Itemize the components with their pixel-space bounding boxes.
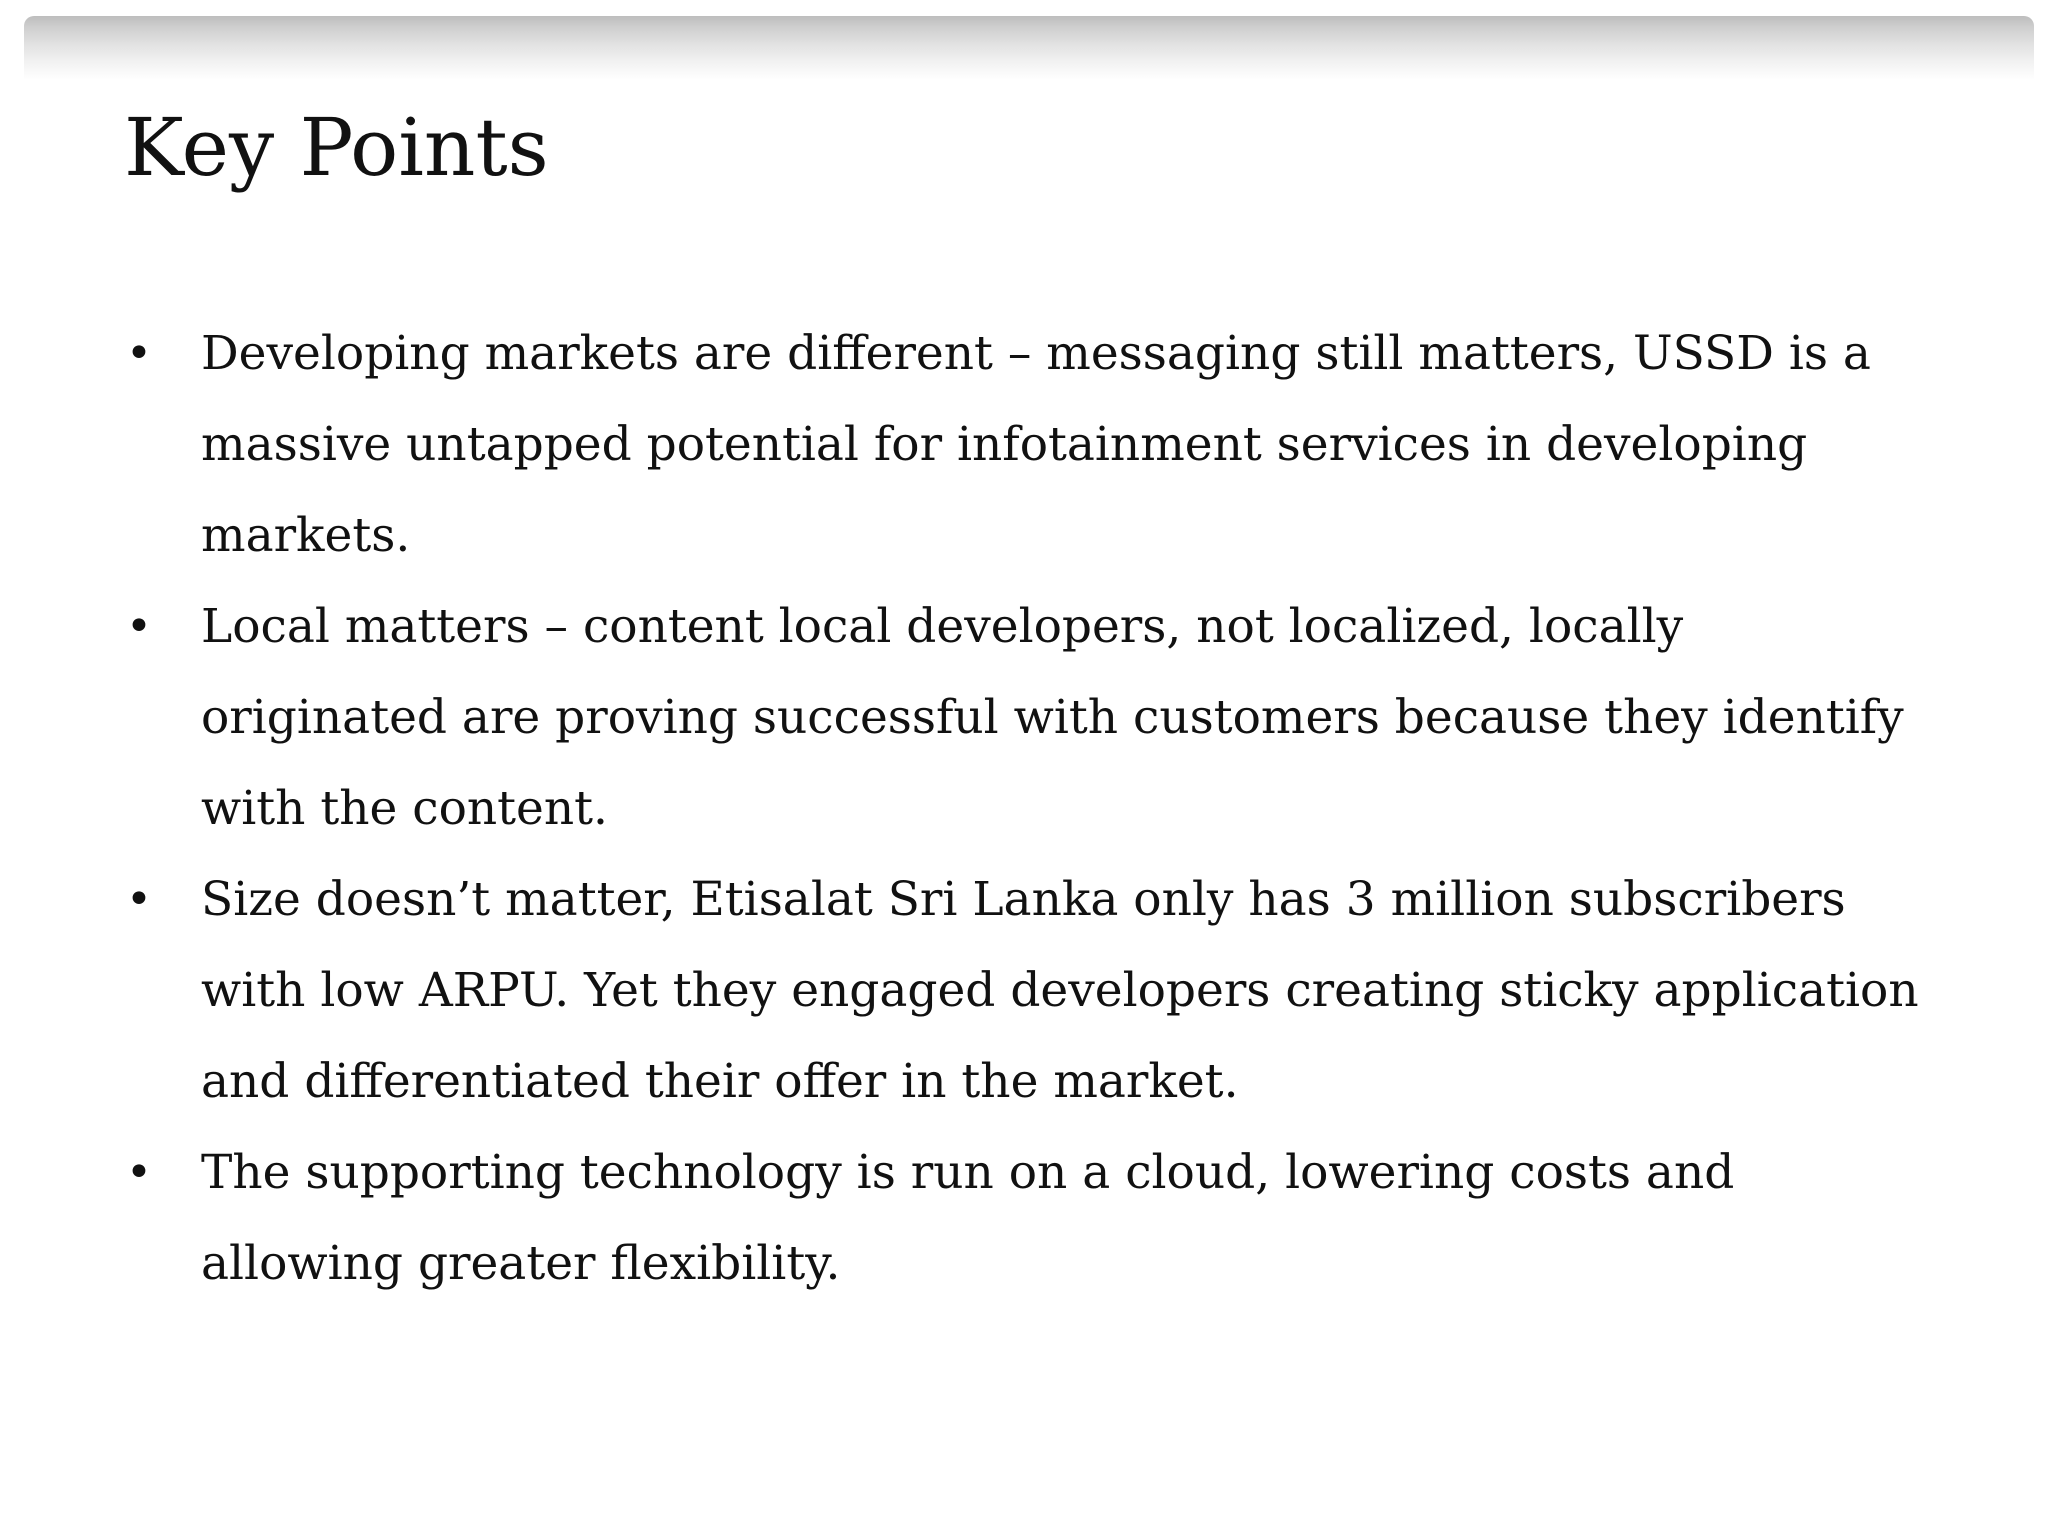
bullet-item [124, 308, 1924, 581]
bullet-dot-icon: • [126, 601, 152, 652]
bullet-text: Local matters – content local developers, not localized, locally originated are proving successful with customers because they identify with the content. [201, 599, 1904, 836]
bullet-list [124, 308, 1924, 1309]
bullet-item [124, 581, 1924, 854]
bullet-dot-icon: • [126, 328, 152, 379]
bullet-dot-icon: • [126, 1147, 152, 1198]
slide-title: Key Points [124, 101, 549, 194]
bullet-text: Size doesn’t matter, Etisalat Sri Lanka only has 3 million subscribers with low ARPU. Yet they engaged developers creating sticky application and differentiated their offer in the market. [201, 872, 1919, 1109]
bullet-dot-icon: • [126, 874, 152, 925]
bullet-text: The supporting technology is run on a cloud, lowering costs and allowing greater flexibility. [201, 1145, 1735, 1291]
bullet-text: Developing markets are different – messaging still matters, USSD is a massive untapped potential for infotainment services in developing markets. [201, 326, 1871, 563]
bullet-item [124, 1127, 1924, 1309]
header-gradient-bar [24, 16, 2034, 80]
bullet-item [124, 854, 1924, 1127]
